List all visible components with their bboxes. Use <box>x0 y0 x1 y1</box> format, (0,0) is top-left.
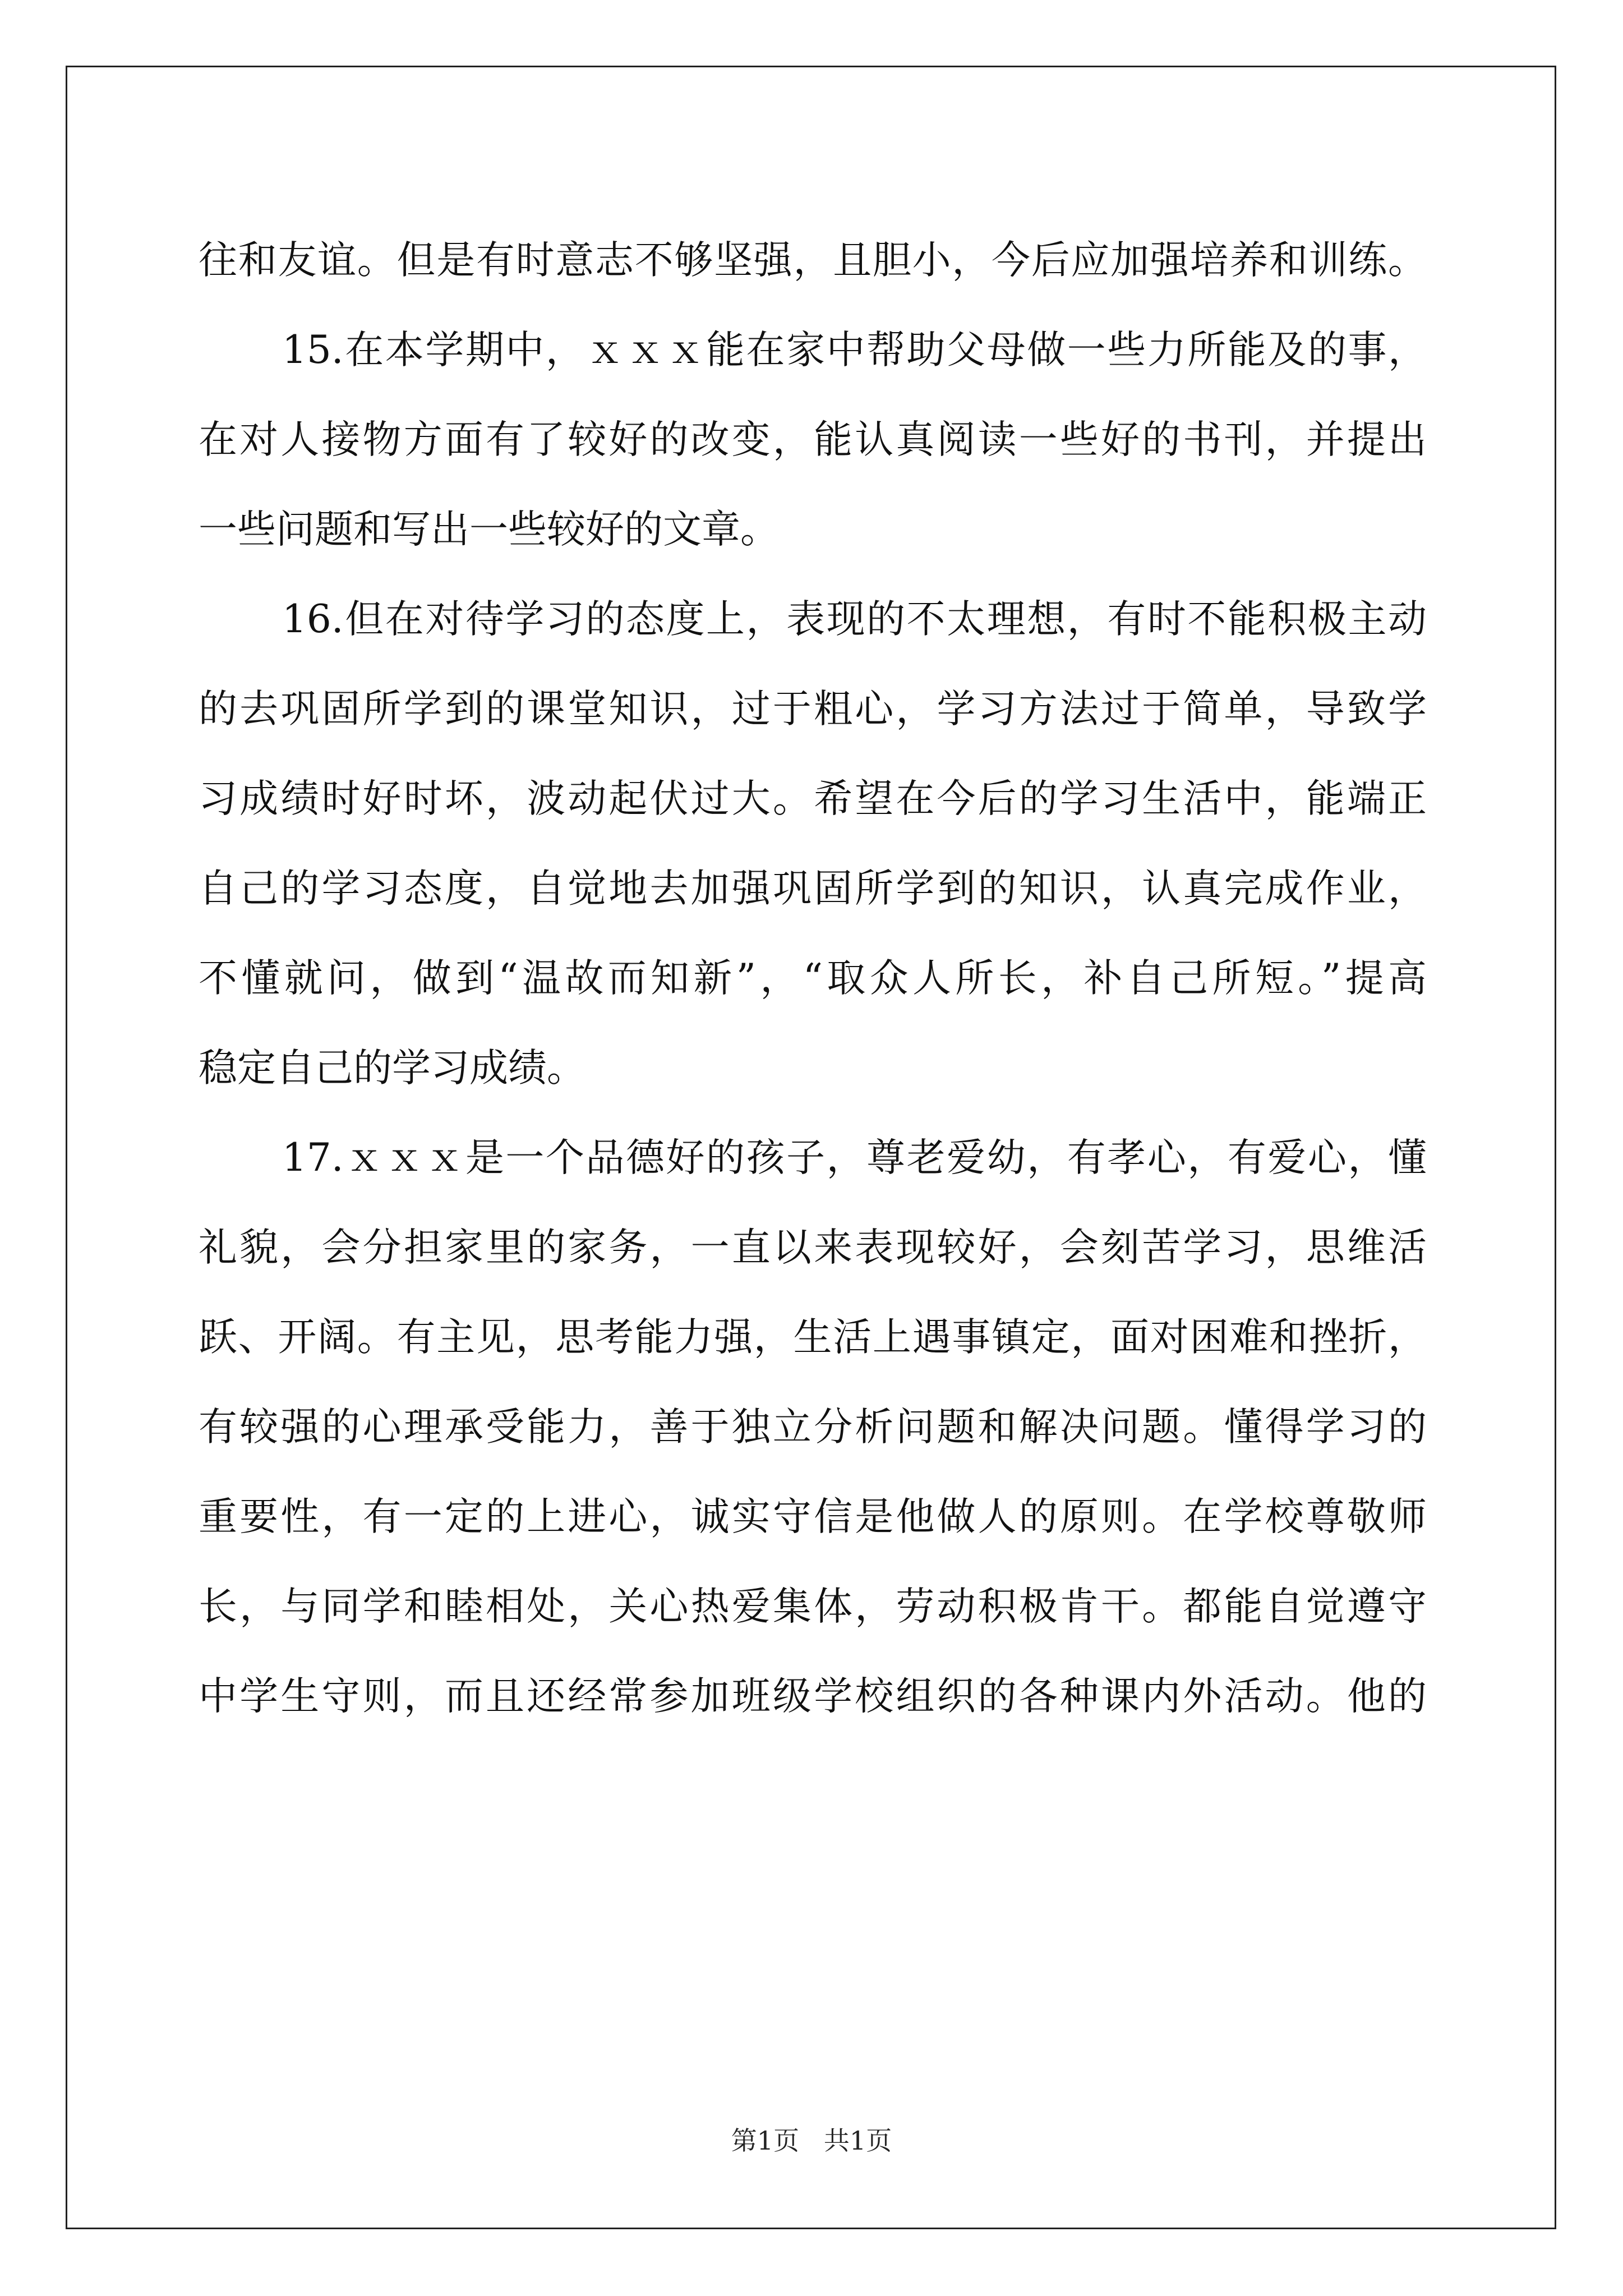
text-line: 跃、开阔。有主见，思考能力强，生活上遇事镇定，面对困难和挫折， <box>199 1315 1427 1360</box>
text-line: 礼貌，会分担家里的家务，一直以来表现较好，会刻苦学习，思维活 <box>199 1225 1427 1270</box>
text-line: 重要性，有一定的上进心，诚实守信是他做人的原则。在学校尊敬师 <box>199 1494 1427 1539</box>
text-line: 的去巩固所学到的课堂知识，过于粗心，学习方法过于简单，导致学 <box>199 687 1427 731</box>
text-line: 长，与同学和睦相处，关心热爱集体，劳动积极肯干。都能自觉遵守 <box>199 1584 1427 1629</box>
text-line: 16.但在对待学习的态度上，表现的不太理想，有时不能积极主动 <box>282 597 1427 642</box>
text-line: 稳定自己的学习成绩。 <box>199 1046 585 1091</box>
document-body <box>199 215 1427 1741</box>
text-line: 17.ｘｘｘ是一个品德好的孩子，尊老爱幼，有孝心，有爱心，懂 <box>282 1135 1427 1180</box>
text-line: 自己的学习态度，自觉地去加强巩固所学到的知识，认真完成作业， <box>199 866 1427 911</box>
text-line: 不懂就问，做到“温故而知新”，“取众人所长，补自己所短。”提高 <box>199 956 1427 1001</box>
text-line: 一些问题和写出一些较好的文章。 <box>199 507 779 552</box>
text-line: 习成绩时好时坏，波动起伏过大。希望在今后的学习生活中，能端正 <box>199 776 1427 821</box>
text-line: 往和友谊。但是有时意志不够坚强，且胆小，今后应加强培养和训练。 <box>199 238 1427 283</box>
text-line: 有较强的心理承受能力，善于独立分析问题和解决问题。懂得学习的 <box>199 1405 1427 1450</box>
page-number-footer: 第1页 共1页 <box>731 2125 892 2156</box>
text-line: 在对人接物方面有了较好的改变，能认真阅读一些好的书刊，并提出 <box>199 417 1427 462</box>
text-line: 15.在本学期中，ｘｘｘ能在家中帮助父母做一些力所能及的事， <box>282 328 1427 372</box>
text-line: 中学生守则，而且还经常参加班级学校组织的各种课内外活动。他的 <box>199 1674 1427 1719</box>
